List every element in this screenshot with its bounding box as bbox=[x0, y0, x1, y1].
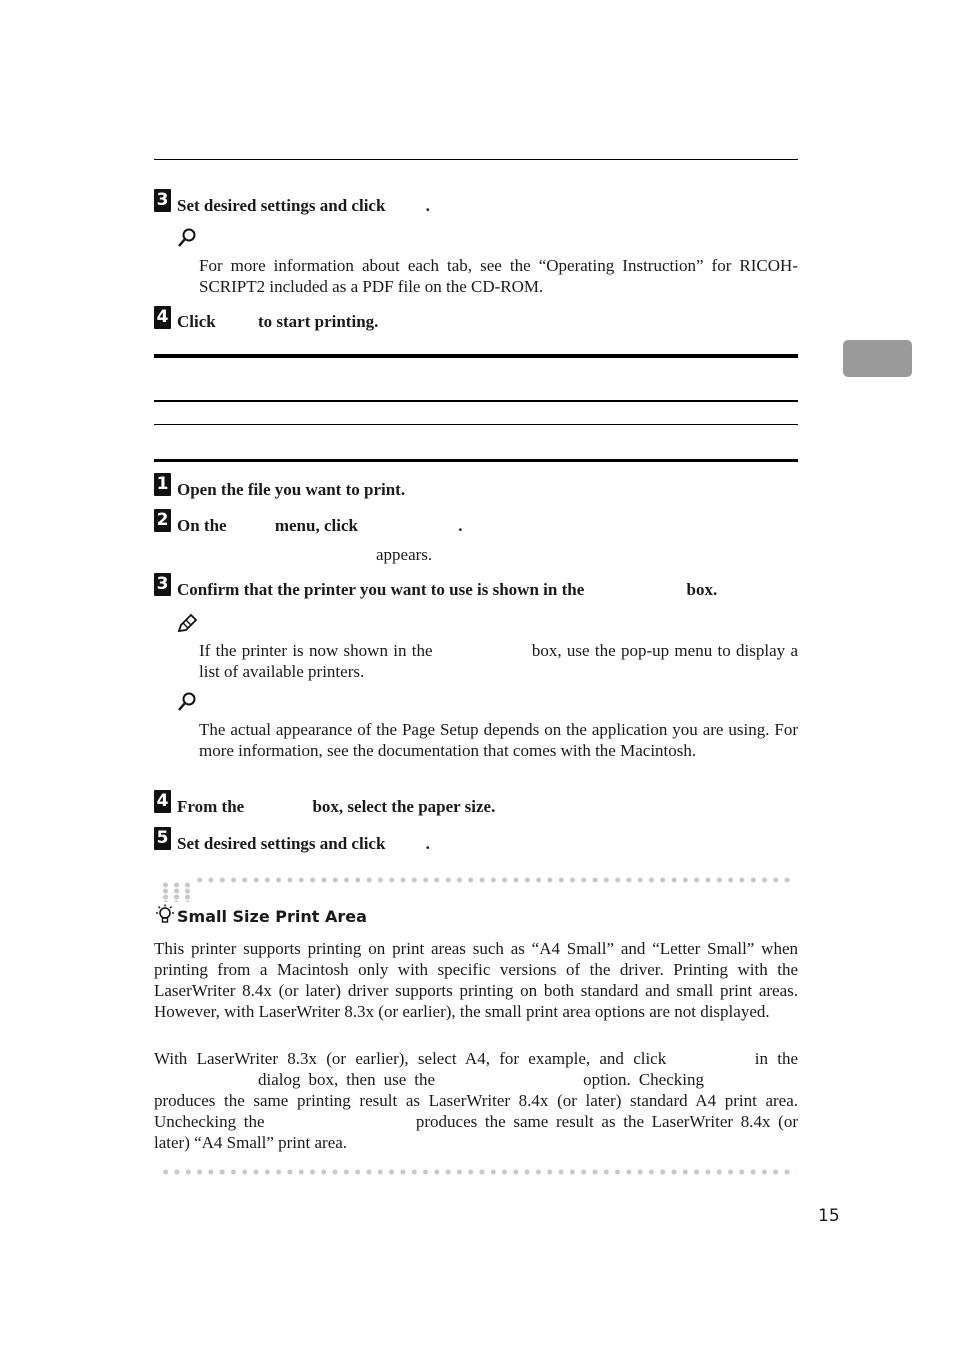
step-instruction: Confirm that the printer you want to use is shown in the box. bbox=[177, 580, 718, 599]
step-badge: 1 bbox=[154, 473, 171, 496]
step-instruction: Set desired settings and click . bbox=[177, 834, 430, 853]
dotted-corner bbox=[160, 882, 190, 902]
pencil-note-icon bbox=[176, 613, 198, 635]
subsection-rule bbox=[154, 424, 798, 425]
reference-text: The actual appearance of the Page Setup depends on the application you are using. For more information, see the documentation that comes with the Macintosh. bbox=[199, 720, 798, 760]
magnifier-reference-icon bbox=[176, 691, 198, 713]
step-instruction: On the menu, click . bbox=[177, 516, 463, 535]
procedure-heading-rule bbox=[154, 459, 798, 462]
step-instruction: Set desired settings and click . bbox=[177, 196, 430, 215]
step-result: appears. bbox=[376, 545, 433, 564]
step-badge: 2 bbox=[154, 509, 171, 532]
step-badge: 4 bbox=[154, 790, 171, 813]
dotted-separator-bottom bbox=[160, 1169, 796, 1175]
page-number: 15 bbox=[818, 1206, 840, 1226]
lightbulb-important-icon bbox=[154, 904, 176, 926]
step-badge: 3 bbox=[154, 189, 171, 212]
magnifier-reference-icon bbox=[176, 227, 198, 249]
step-badge: 4 bbox=[154, 306, 171, 329]
step-instruction: From the box, select the paper size. bbox=[177, 797, 496, 816]
subsection-rule bbox=[154, 400, 798, 402]
header-rule bbox=[154, 159, 798, 160]
dotted-separator-top bbox=[194, 877, 796, 883]
chapter-tab bbox=[843, 340, 912, 377]
important-title: Small Size Print Area bbox=[177, 907, 367, 926]
reference-text: For more information about each tab, see the “Operating Instruction” for RICOH-SCRIPT2 included as a PDF file on the CD-ROM. bbox=[199, 256, 798, 296]
note-text: If the printer is now shown in the box, use the pop-up menu to display a list of available printers. bbox=[199, 641, 798, 681]
important-paragraph: This printer supports printing on print areas such as “A4 Small” and “Letter Small” when printing from a Macintosh only with specific versions of the driver. Printing with the LaserWriter 8.4x (or later) driver supports printing on both standard and small print areas. However, with LaserWriter 8.3x (or earlier), the small print area options are not displayed. bbox=[154, 939, 798, 1021]
step-badge: 5 bbox=[154, 827, 171, 850]
step-badge: 3 bbox=[154, 573, 171, 596]
important-paragraph: With LaserWriter 8.3x (or earlier), select A4, for example, and click in the dialog box, then use the option. Checking produces the same printing result as LaserWriter 8.4x (or later) standard A4 print area. Unchecking the produces the same result as the LaserWriter 8.4x (or later) “A4 Small” print area. bbox=[154, 1049, 798, 1152]
section-heading-rule bbox=[154, 354, 798, 358]
step-instruction: Click to start printing. bbox=[177, 312, 379, 331]
step-instruction: Open the file you want to print. bbox=[177, 480, 406, 499]
